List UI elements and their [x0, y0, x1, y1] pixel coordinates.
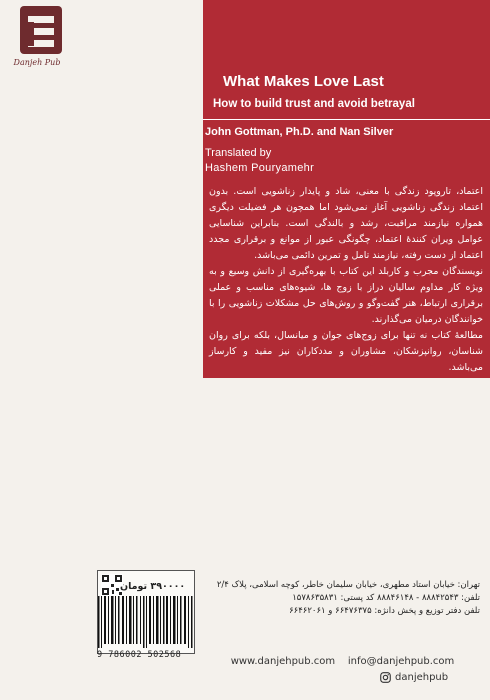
book-title: What Makes Love Last	[223, 73, 384, 90]
description-paragraph: مطالعهٔ کتاب نه تنها برای زوج‌های جوان و میانسال، بلکه برای روان شناسان، روانپزشکان، مشاوران و مددکاران نیز مفید و کارساز می‌باشد.	[209, 330, 483, 373]
translator-name: Hashem Pouryamehr	[205, 162, 315, 174]
publisher-address: تهران: خیابان استاد مطهری، خیابان سلیمان خاطر، کوچه اسلامی، پلاک ۲/۴	[216, 580, 480, 590]
email-link[interactable]: info@danjehpub.com	[347, 656, 455, 667]
publisher-phone: تلفن: ۸۸۸۴۲۵۴۳ - ۸۸۸۴۶۱۴۸ کد پستی: ۱۵۷۸۶۳۵۸۳۱	[292, 593, 480, 603]
title-divider	[203, 119, 490, 120]
publisher-logo-icon	[10, 6, 66, 62]
isbn-number: 9 786002 502568	[97, 650, 182, 660]
publisher-contact	[205, 579, 480, 618]
description-paragraph: نویسندگان مجرب و کاربلد این کتاب با بهره‌گیری از دانش وسیع و به ویژه کار مداوم سالیان دراز با زوج ها، شیوه‌های مناسب و عملی برقراری ارتباط، هنر گفت‌وگو و روش‌های حل مشکلات زناشویی را با خوانندگان درمیان می‌گذارند.	[209, 266, 483, 325]
web-contact	[200, 656, 485, 667]
translated-by-label: Translated by	[205, 147, 272, 159]
website-link[interactable]: www.danjehpub.com	[230, 656, 336, 667]
back-cover-panel	[203, 0, 490, 378]
social-handle-text[interactable]: danjehpub	[395, 672, 449, 683]
description-paragraph: اعتماد، تاروپود زندگی با معنی، شاد و پایدار زناشویی است. بدون اعتماد زندگی زناشویی آغاز نمی‌شود اما همچون هر فضیلت دیگری همواره نیازمند مراقبت، رشد و بالندگی است. بنابراین شناسایی عوامل ویران کنندهٔ اعتماد، چگونگی عبور از موانع و برقراری مجدد اعتماد از دست رفته، نیازمند تامل و تمرین دائمی می‌باشد.	[209, 186, 483, 261]
distribution-phone: تلفن دفتر توزیع و پخش دانژه: ۶۶۴۷۶۳۷۵ و ۶۶۴۶۲۰۶۱	[289, 606, 480, 616]
book-subtitle: How to build trust and avoid betrayal	[213, 98, 415, 110]
social-handle	[380, 672, 448, 683]
publisher-logo-text: Danjeh Pub	[13, 58, 61, 67]
barcode-icon	[94, 596, 198, 648]
book-authors: John Gottman, Ph.D. and Nan Silver	[205, 126, 394, 138]
price-label: ۳۹۰۰۰۰ تومان	[120, 581, 186, 592]
instagram-icon	[380, 672, 391, 683]
book-description	[209, 184, 483, 376]
